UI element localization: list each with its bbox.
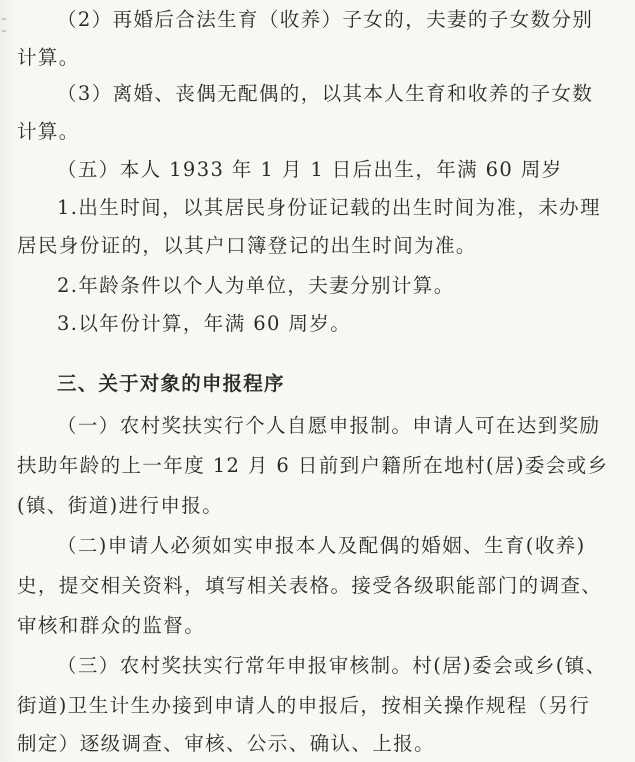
paragraph-line: 扶助年龄的上一年度 12 月 6 日前到户籍所在地村(居)委会或乡 <box>17 454 609 477</box>
paragraph-line: 居民身份证的，以其户口簿登记的出生时间为准。 <box>17 234 477 257</box>
paragraph-line: （二)申请人必须如实申报本人及配偶的婚姻、生育(收养) <box>57 534 586 557</box>
paragraph-line: （2）再婚后合法生育（收养）子女的，夫妻的子女数分别 <box>57 8 594 31</box>
section-subheading: （五）本人 1933 年 1 月 1 日后出生，年满 60 周岁 <box>57 158 563 181</box>
section-heading: 三、关于对象的申报程序 <box>57 372 285 395</box>
paragraph-line: 计算。 <box>17 46 80 69</box>
paragraph-line: 制定）逐级调查、审核、公示、确认、上报。 <box>17 732 436 755</box>
paragraph-line: （一）农村奖扶实行个人自愿申报制。申请人可在达到奖励 <box>57 414 601 437</box>
paragraph-line: （三）农村奖扶实行常年申报审核制。村(居)委会或乡(镇、 <box>57 654 607 677</box>
paragraph-line: (镇、街道)进行申报。 <box>17 494 224 517</box>
paragraph-line: （3）离婚、丧偶无配偶的，以其本人生育和收养的子女数 <box>57 82 594 105</box>
paragraph-line: 1.出生时间，以其居民身份证记载的出生时间为准，未办理 <box>57 196 601 219</box>
paragraph-line: 史，提交相关资料，填写相关表格。接受各级职能部门的调查、 <box>17 574 603 597</box>
paragraph-line: 计算。 <box>17 120 80 143</box>
paragraph-line: 2.年龄条件以个人为单位，夫妻分别计算。 <box>57 274 455 297</box>
paragraph-line: 街道)卫生计生办接到申请人的申报后，按相关操作规程（另行 <box>17 694 591 717</box>
paragraph-line: 审核和群众的监督。 <box>17 614 206 637</box>
paragraph-line: 3.以年份计算，年满 60 周岁。 <box>57 312 352 335</box>
